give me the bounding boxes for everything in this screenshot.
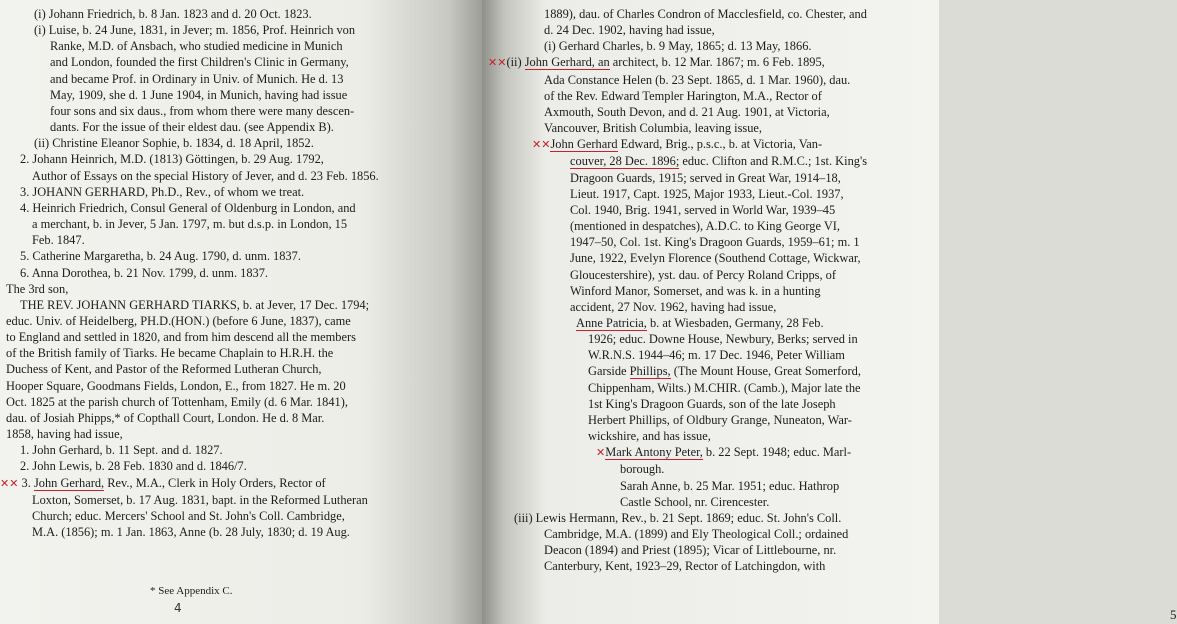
text-line: Winford Manor, Somerset, and was k. in a hunting: [570, 283, 821, 298]
right-page: [482, 0, 1177, 624]
mark-lines: [500, 461, 931, 509]
text-line: Church; educ. Mercers' School and St. John's Coll. Cambridge,: [32, 508, 345, 523]
text-line: 1st King's Dragoon Guards, son of the late Joseph: [588, 396, 836, 411]
entry-anne-patricia: [500, 315, 931, 331]
text-line: 1858, having had issue,: [6, 427, 123, 442]
text-line: d. 24 Dec. 1902, having had issue,: [544, 23, 715, 38]
text-line: Col. 1940, Brig. 1941, served in World War, 1939–45: [570, 202, 836, 217]
edward-lines: [500, 170, 931, 315]
text-line: Duchess of Kent, and Pastor of the Reformed Lutheran Church,: [6, 362, 322, 377]
text-line: Ranke, M.D. of Ansbach, who studied medicine in Munich: [50, 39, 343, 54]
text-line: of the Rev. Edward Templer Harington, M.A., Rector of: [544, 88, 822, 103]
underlined-name: John Gerhard, an: [524, 55, 610, 70]
entry-text: Garside: [588, 364, 630, 379]
text-line: 3. JOHANN GERHARD, Ph.D., Rev., of whom we treat.: [20, 184, 305, 199]
text-line: four sons and six daus., from whom there were many descen-: [50, 103, 355, 118]
handwritten-cross-mark: ✕✕: [532, 138, 551, 152]
text-line: accident, 27 Nov. 1962, having had issue,: [570, 299, 777, 314]
text-line: Canterbury, Kent, 1923–29, Rector of Latchingdon, with: [544, 559, 826, 574]
text-line: 1947–50, Col. 1st. King's Dragoon Guards, 1959–61; m. 1: [570, 235, 860, 250]
entry-text: Edward, Brig., p.s.c., b. at Victoria, Van-: [617, 137, 823, 152]
entry-prefix: (ii): [506, 55, 525, 70]
text-line: Vancouver, British Columbia, leaving issue,: [544, 121, 763, 136]
left-lines: [6, 6, 472, 475]
text-line: (i) Luise, b. 24 June, 1831, in Jever; m. 1856, Prof. Heinrich von: [34, 23, 356, 38]
entry-text: educ. Clifton and R.M.C.; 1st. King's: [679, 154, 868, 169]
text-line: dau. of Josiah Phipps,* of Copthall Court, London. He d. 8 Mar.: [6, 410, 325, 425]
entry-text: b. at Wiesbaden, Germany, 28 Feb.: [646, 315, 824, 330]
entry-john-gerhard-edward: [500, 136, 931, 153]
entry-text: (The Mount House, Great Somerford,: [670, 364, 861, 379]
text-line: (i) Johann Friedrich, b. 8 Jan. 1823 and d. 20 Oct. 1823.: [34, 7, 312, 21]
anne-lines-b: [500, 380, 931, 445]
left-page-text: [0, 6, 472, 540]
text-line: 2. Johann Heinrich, M.D. (1813) Göttingen, b. 29 Aug. 1792,: [20, 152, 324, 167]
entry-ii-john-gerhard: [488, 54, 931, 71]
text-line: dants. For the issue of their eldest dau. (see Appendix B).: [50, 120, 334, 135]
text-line: Dragoon Guards, 1915; served in Great War, 1914–18,: [570, 170, 841, 185]
handwritten-cross-mark: ✕: [596, 446, 606, 460]
entry-text: b. 22 Sept. 1948; educ. Marl-: [702, 445, 852, 460]
left-after-lines: [6, 492, 472, 540]
underlined-name: Phillips,: [629, 364, 671, 379]
text-line: borough.: [620, 462, 665, 477]
text-line: The 3rd son,: [6, 281, 69, 296]
page-number: 5: [1170, 607, 1177, 622]
text-line: 1926; educ. Downe House, Newbury, Berks; served in: [588, 332, 858, 347]
text-line: Gloucestershire), yst. dau. of Percy Roland Cripps, of: [570, 267, 836, 282]
text-line: 4. Heinrich Friedrich, Consul General of Oldenburg in London, and: [20, 200, 356, 215]
text-line: to England and settled in 1820, and from him descend all the members: [6, 330, 356, 345]
right-top-lines: [500, 6, 931, 54]
text-line: a merchant, b. in Jever, 5 Jan. 1797, m. but d.s.p. in London, 15: [32, 217, 348, 232]
text-line: Castle School, nr. Cirencester.: [620, 494, 770, 509]
text-line: Loxton, Somerset, b. 17 Aug. 1831, bapt. in the Reformed Lutheran: [32, 492, 368, 507]
text-line: (mentioned in despatches), A.D.C. to King George VI,: [570, 219, 841, 234]
right-bottom-lines: [500, 510, 931, 575]
underlined-name: John Gerhard,: [33, 475, 105, 490]
text-line: (iii) Lewis Hermann, Rev., b. 21 Sept. 1869; educ. St. John's Coll.: [514, 510, 842, 525]
text-line: W.R.N.S. 1944–46; m. 17 Dec. 1946, Peter William: [588, 348, 845, 363]
text-line: 1. John Gerhard, b. 11 Sept. and d. 1827.: [20, 443, 223, 458]
entry-text: Rev., M.A., Clerk in Holy Orders, Rector of: [104, 475, 326, 490]
entry-mark-antony-peter: [500, 444, 931, 461]
text-line: May, 1909, she d. 1 June 1904, in Munich, having had issue: [50, 87, 348, 102]
text-line: and became Prof. in Ordinary in Univ. of Munich. He d. 13: [50, 71, 344, 86]
entry-number: 3.: [21, 475, 31, 490]
anne-lines-a: [500, 331, 931, 363]
text-line: (i) Gerhard Charles, b. 9 May, 1865; d. 13 May, 1866.: [544, 39, 812, 54]
text-line: Author of Essays on the special History of Jever, and d. 23 Feb. 1856.: [32, 168, 379, 183]
edward-line-2: [500, 153, 931, 169]
text-line: Ada Constance Helen (b. 23 Sept. 1865, d. 1 Mar. 1960), dau.: [544, 72, 851, 87]
text-line: wickshire, and has issue,: [588, 429, 711, 444]
footnote: * See Appendix C.: [150, 585, 233, 597]
text-line: (ii) Christine Eleanor Sophie, b. 1834, d. 18 April, 1852.: [34, 136, 314, 151]
text-line: 5. Catherine Margaretha, b. 24 Aug. 1790, d. unm. 1837.: [20, 249, 301, 264]
underlined-name: John Gerhard: [550, 137, 618, 152]
right-page-text: [488, 6, 931, 574]
text-line: Axmouth, South Devon, and d. 21 Aug. 1901, at Victoria,: [544, 104, 830, 119]
handwritten-cross-mark: ✕✕: [488, 56, 507, 70]
text-line: of the British family of Tiarks. He became Chaplain to H.R.H. the: [6, 346, 334, 361]
text-line: June, 1922, Evelyn Florence (Southend Cottage, Wickwar,: [570, 251, 861, 266]
text-line: educ. Univ. of Heidelberg, PH.D.(HON.) (before 6 June, 1837), came: [6, 313, 351, 328]
text-line: Deacon (1894) and Priest (1895); Vicar of Littlebourne, nr.: [544, 543, 837, 558]
entry-text: architect, b. 12 Mar. 1867; m. 6 Feb. 1895,: [609, 55, 825, 70]
text-line: 1889), dau. of Charles Condron of Macclesfield, co. Chester, and: [544, 7, 867, 21]
text-line: 6. Anna Dorothea, b. 21 Nov. 1799, d. unm. 1837.: [20, 265, 269, 280]
text-line: Feb. 1847.: [32, 233, 85, 248]
text-line: Sarah Anne, b. 25 Mar. 1951; educ. Hathrop: [620, 478, 840, 493]
marked-entry-john-gerhard: [0, 475, 472, 492]
text-line: THE REV. JOHANN GERHARD TIARKS, b. at Jever, 17 Dec. 1794;: [20, 297, 370, 312]
left-page: [0, 0, 482, 624]
handwritten-page-number: 4: [174, 601, 182, 615]
text-line: Oct. 1825 at the parish church of Tottenham, Emily (d. 6 Mar. 1841),: [6, 394, 348, 409]
text-line: Lieut. 1917, Capt. 1925, Major 1933, Lieut.-Col. 1937,: [570, 186, 844, 201]
handwritten-cross-mark: ✕✕: [0, 476, 19, 490]
underlined-date: couver, 28 Dec. 1896;: [570, 154, 680, 169]
entry-ii-lines: [500, 72, 931, 137]
text-line: Cambridge, M.A. (1899) and Ely Theological Coll.; ordained: [544, 527, 849, 541]
underlined-name: Mark Antony Peter,: [605, 445, 703, 460]
anne-phillips-line: [500, 363, 931, 379]
text-line: Hooper Square, Goodmans Fields, London, E., from 1827. He m. 20: [6, 378, 346, 393]
text-line: Chippenham, Wilts.) M.CHIR. (Camb.), Major late the: [588, 380, 861, 395]
text-line: 2. John Lewis, b. 28 Feb. 1830 and d. 1846/7.: [20, 459, 247, 474]
text-line: Herbert Phillips, of Oldbury Grange, Nuneaton, War-: [588, 412, 852, 427]
underlined-name: Anne Patricia,: [576, 315, 647, 330]
text-line: M.A. (1856); m. 1 Jan. 1863, Anne (b. 28 July, 1830; d. 19 Aug.: [32, 525, 350, 539]
text-line: and London, founded the first Children's Clinic in Germany,: [50, 55, 349, 70]
